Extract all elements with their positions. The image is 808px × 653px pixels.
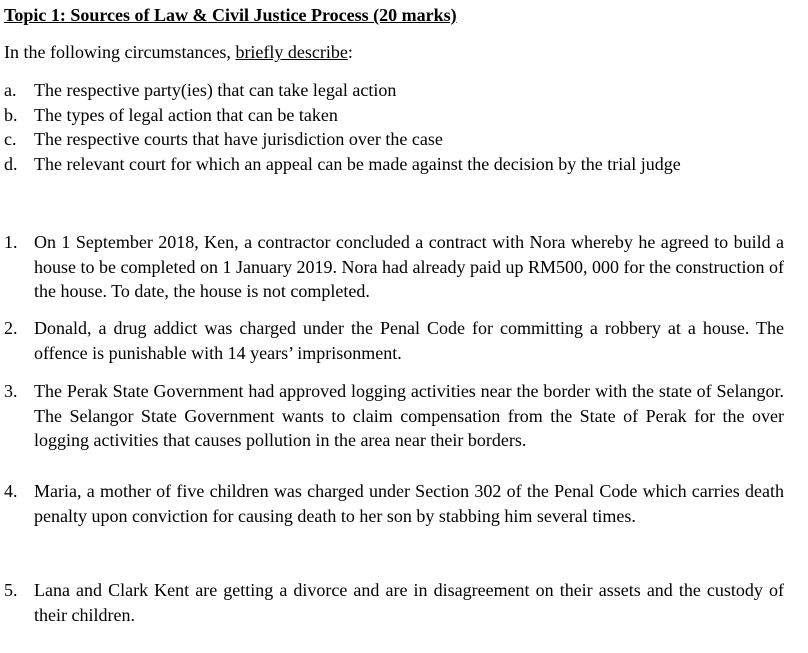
- task-item-b: [4, 103, 681, 128]
- task-text: The types of legal action that can be taken: [34, 104, 338, 125]
- question-number: 1.: [4, 232, 18, 252]
- question-text: Donald, a drug addict was charged under the Penal Code for committing a robbery at a house. The offence is punishable with 14 years’ imprisonment.: [34, 318, 784, 363]
- task-text: The respective courts that have jurisdiction over the case: [34, 129, 443, 149]
- task-item-c: [4, 127, 681, 152]
- question-number: 5.: [4, 580, 18, 600]
- question-5: [4, 578, 784, 627]
- task-item-a: [4, 78, 681, 103]
- question-text: Maria, a mother of five children was charged under Section 302 of the Penal Code which carries death penalty upon conviction for causing death to her son by stabbing him several times.: [34, 481, 784, 526]
- question-text: Lana and Clark Kent are getting a divorce and are in disagreement on their assets and the custody of their children.: [34, 580, 784, 625]
- task-text: The relevant court for which an appeal can be made against the decision by the trial judge: [34, 153, 681, 174]
- question-number: 2.: [4, 318, 18, 338]
- question-number: 4.: [4, 481, 18, 501]
- task-marker: a.: [4, 80, 17, 100]
- task-list: [4, 78, 681, 176]
- topic-title: Topic 1: Sources of Law & Civil Justice Process (20 marks): [4, 5, 457, 25]
- question-4: [4, 479, 784, 528]
- instructions: [4, 40, 353, 65]
- instructions-emphasis: briefly describe: [235, 42, 348, 62]
- instructions-prefix: In the following circumstances,: [4, 42, 236, 62]
- question-2: [4, 316, 784, 365]
- question-3: [4, 379, 784, 453]
- task-marker: b.: [4, 104, 18, 125]
- task-text: The respective party(ies) that can take legal action: [34, 80, 397, 100]
- task-marker: c.: [4, 129, 17, 149]
- task-marker: d.: [4, 153, 18, 174]
- question-text: On 1 September 2018, Ken, a contractor concluded a contract with Nora whereby he agreed to build a house to be completed on 1 January 2019. Nora had already paid up RM500, 000 for the construction of the house. To date, the house is not completed.: [34, 232, 784, 301]
- question-text: The Perak State Government had approved logging activities near the border with the state of Selangor. The Selangor State Government wants to claim compensation from the State of Perak for the over logging activities that causes pollution in the area near their borders.: [34, 381, 784, 450]
- question-1: [4, 230, 784, 304]
- instructions-suffix: :: [347, 42, 353, 62]
- question-number: 3.: [4, 381, 18, 401]
- task-item-d: [4, 152, 681, 177]
